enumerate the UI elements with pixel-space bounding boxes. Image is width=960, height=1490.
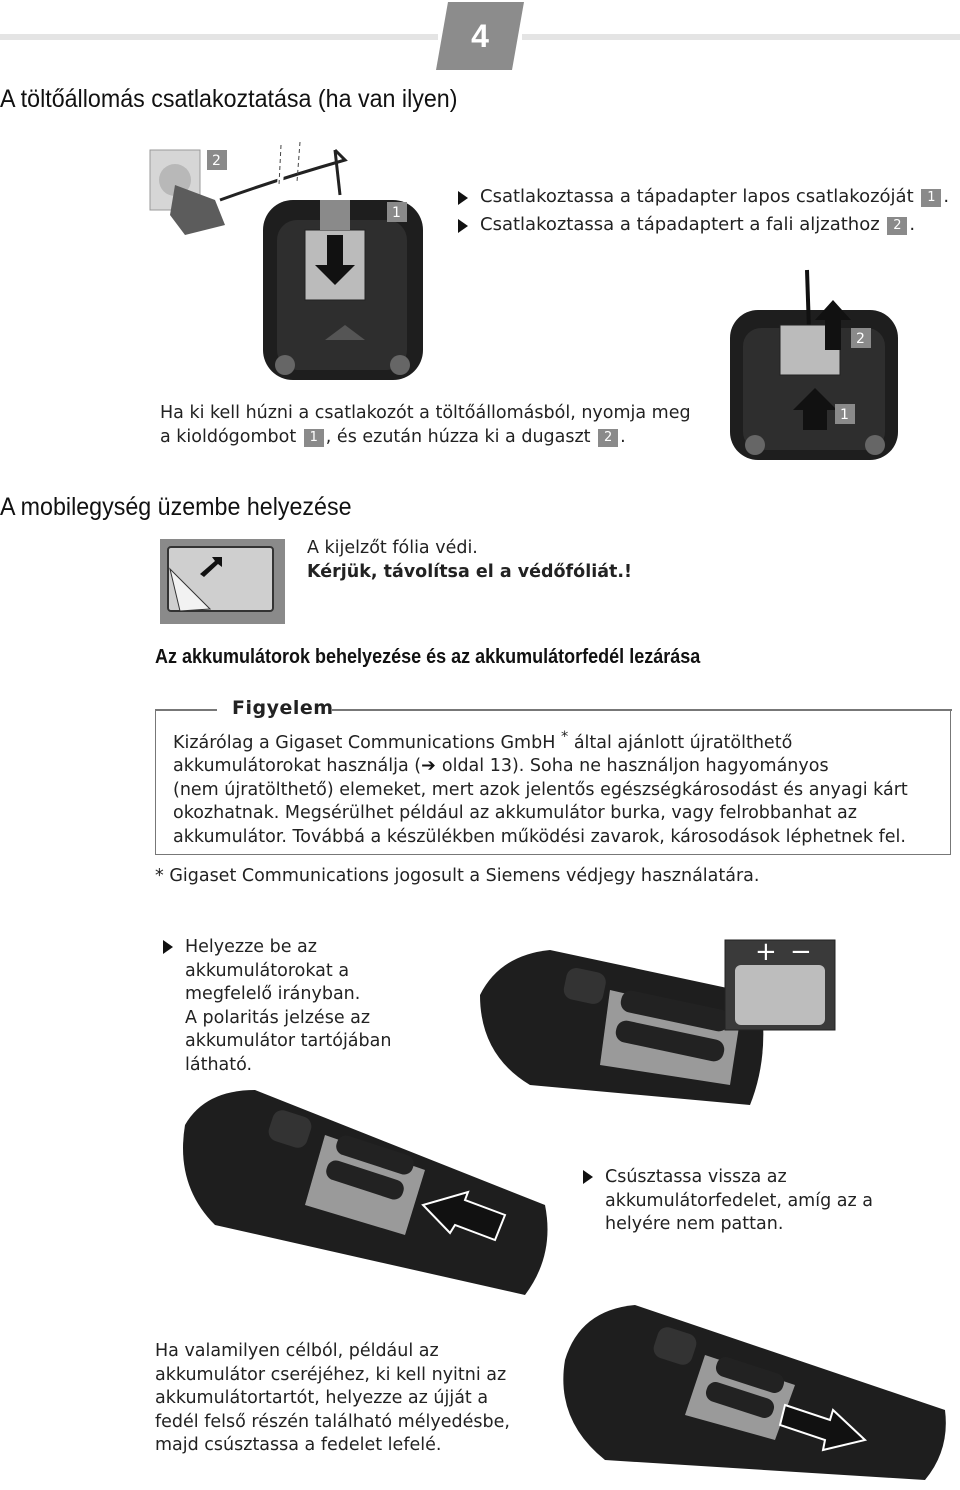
figure2-badge-2 — [851, 328, 871, 348]
svg-text:+: + — [755, 937, 777, 967]
figure2-badge-1 — [835, 404, 855, 424]
cover-slide-figure — [175, 1085, 565, 1300]
warning-text: Kizárólag a Gigaset Communications GmbH * által ajánlott újratölthető akkumulátorokat használja (➔ oldal 13). Soha ne használjon hagyományos (nem újratölthető) elemeket, mert azok jelentős egészségkárosodást és anyagi kárt okozhatnak. Megsérülhet például az akkumulátor burka, vagy felrobbanhat az akkumulátor. Továbbá a készülékben működési zavarok, károsodások léphetnek fel. — [173, 728, 908, 847]
unplug-instructions: Ha ki kell húzni a csatlakozót a töltőállomásból, nyomja meg a kioldógombot 1 , és ezután húzza ki a dugaszt 2 . — [160, 403, 691, 447]
key-badge: 2 — [598, 429, 618, 447]
bullet-connect-wall-socket: Csatlakoztassa a tápadaptert a fali aljzathoz 2 . — [480, 213, 915, 237]
header-rule-left — [0, 34, 438, 40]
bullet-arrow-icon — [583, 1170, 593, 1184]
warning-box-top-left — [155, 709, 217, 711]
svg-text:2: 2 — [856, 331, 865, 347]
section-heading-batteries: Az akkumulátorok behelyezése és az akkumulátorfedél lezárása — [155, 646, 701, 668]
arrow-right-icon: ➔ — [421, 756, 442, 777]
display-film-note: A kijelzőt fólia védi. Kérjük, távolítsa el a védőfóliát.! — [307, 537, 632, 584]
key-badge: 1 — [921, 189, 941, 207]
figure1-badge-1 — [387, 202, 407, 222]
svg-text:2: 2 — [212, 153, 221, 169]
charger-unplug-figure — [725, 270, 905, 465]
warning-box-top-right — [332, 709, 952, 711]
svg-text:1: 1 — [840, 407, 849, 423]
bullet-connect-flat-plug: Csatlakoztassa a tápadapter lapos csatlakozóját 1 . — [480, 185, 949, 209]
chapter-number: 4 — [471, 17, 489, 54]
section-heading-charger: A töltőállomás csatlakoztatása (ha van ilyen) — [0, 85, 458, 113]
header-rule-right — [522, 34, 960, 40]
charger-connection-figure — [145, 140, 435, 390]
svg-text:−: − — [790, 937, 812, 967]
section-heading-handset: A mobilegység üzembe helyezése — [0, 493, 352, 521]
warning-title: Figyelem — [232, 697, 334, 719]
key-badge: 1 — [304, 429, 324, 447]
key-badge: 2 — [887, 217, 907, 235]
open-cover-instruction: Ha valamilyen célból, például az akkumulátor cseréjéhez, ki kell nyitni az akkumulátortartót, helyezze az újját a fedél felső részén található mélyedésbe, majd csúsztassa a fedelet lefelé. — [155, 1341, 510, 1455]
remove-film-instruction: Kérjük, távolítsa el a védőfóliát.! — [307, 561, 632, 582]
bullet-arrow-icon — [458, 191, 468, 205]
cover-open-figure — [555, 1300, 955, 1485]
bullet-arrow-icon — [163, 940, 173, 954]
trademark-footnote: * Gigaset Communications jogosult a Siemens védjegy használatára. — [155, 866, 760, 886]
slide-cover-instruction: Csúsztassa vissza az akkumulátorfedelet, amíg az a helyére nem pattan. — [605, 1166, 873, 1237]
figure1-badge-2 — [207, 150, 227, 170]
insert-batteries-instruction: Helyezze be az akkumulátorokat a megfelelő irányban. A polaritás jelzése az akkumulátor tartójában látható. — [185, 936, 391, 1077]
display-film-figure — [160, 539, 285, 624]
bullet-arrow-icon — [458, 219, 468, 233]
svg-text:1: 1 — [392, 205, 401, 221]
